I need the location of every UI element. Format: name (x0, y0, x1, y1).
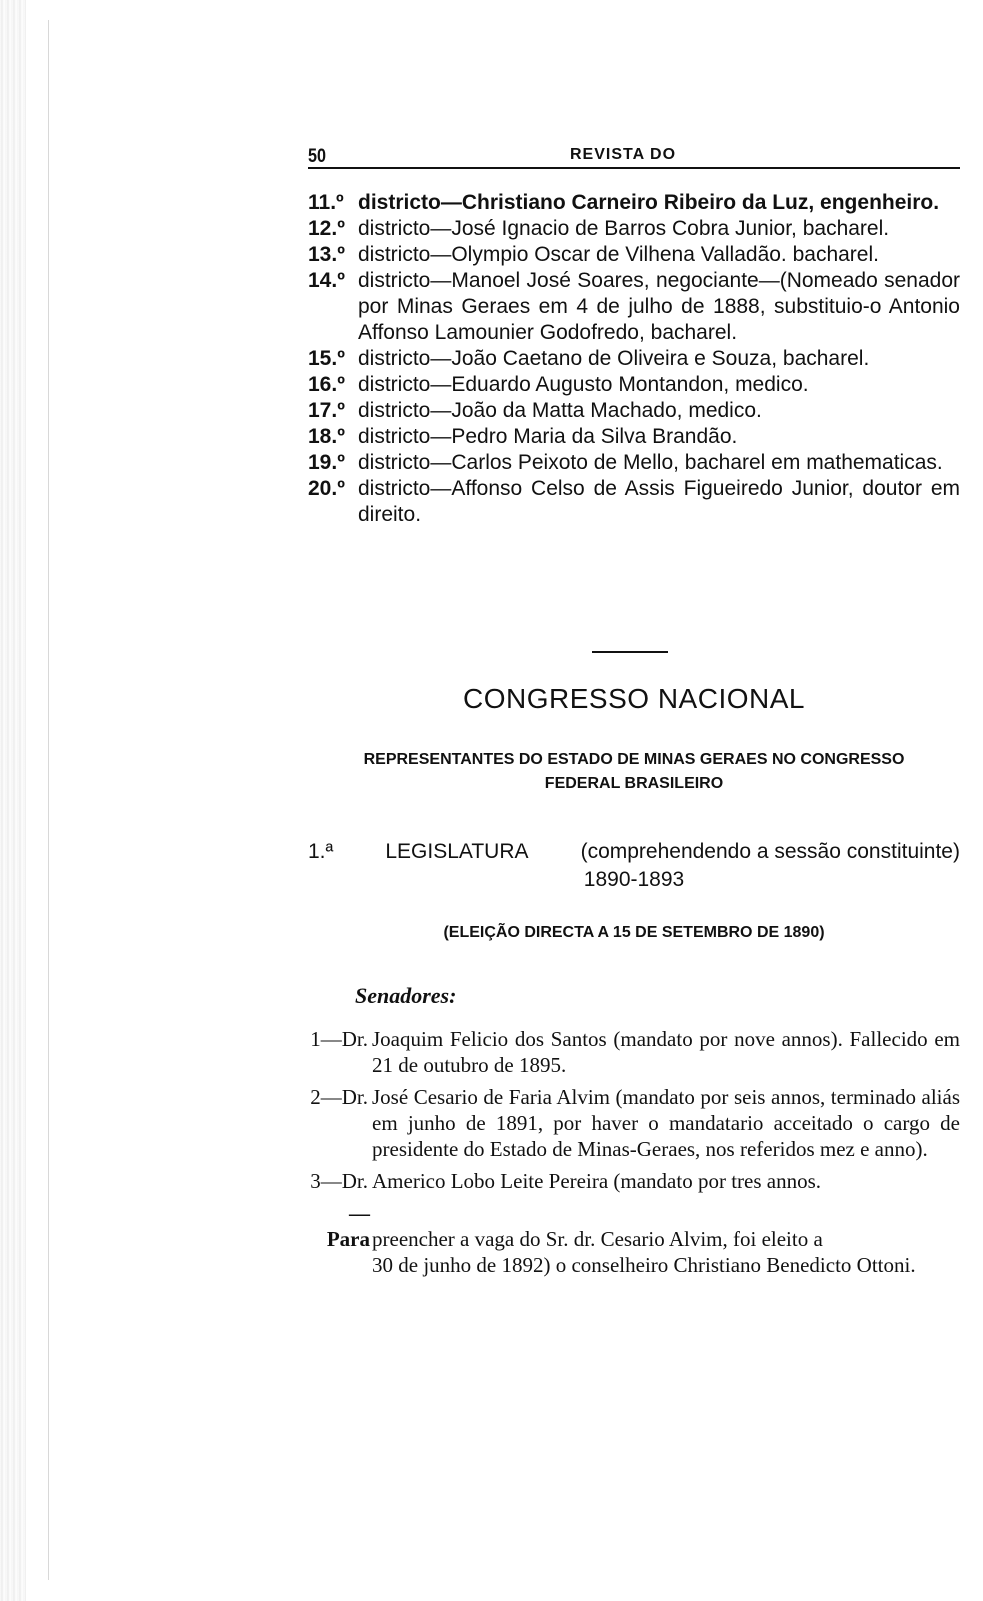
subtitle-line: REPRESENTANTES DO ESTADO DE MINAS GERAES NO CONGRESSO (363, 751, 905, 768)
district-text: districto—Christiano Carneiro Ribeiro da Luz, engenheiro. (358, 191, 940, 214)
senator-item (308, 1168, 960, 1194)
district-number: 15.º (308, 347, 345, 370)
section-title: CONGRESSO NACIONAL (463, 683, 805, 714)
final-note-first-line (308, 1200, 960, 1252)
district-item (308, 242, 960, 268)
district-text: districto—Olympio Oscar de Vilhena Valladão. bacharel. (358, 243, 879, 266)
legislature-description: (comprehendendo a sessão constituinte) (580, 840, 960, 863)
district-text: districto—Affonso Celso de Assis Figueiredo Junior, doutor em direito. (358, 477, 960, 526)
district-item (308, 346, 960, 372)
district-list (308, 190, 960, 528)
district-number: 16.º (308, 373, 345, 396)
legislature-label: LEGISLATURA (385, 840, 529, 863)
district-item (308, 450, 960, 476)
district-text: districto—João Caetano de Oliveira e Souza, bacharel. (358, 347, 870, 370)
district-text: districto—Carlos Peixoto de Mello, bacharel em mathematicas. (358, 451, 943, 474)
district-text: districto—João da Matta Machado, medico. (358, 399, 762, 422)
district-item (308, 476, 960, 528)
senators-list (308, 1026, 960, 1278)
district-text: districto—José Ignacio de Barros Cobra Junior, bacharel. (358, 217, 890, 240)
district-text: districto—Manoel José Soares, negociante—(Nomeado senador por Minas Geraes em 4 de julho de 1888, substituio-o Antonio Affonso Lamounier Godofredo, bacharel. (358, 269, 960, 344)
page-binding-edge (0, 0, 26, 1601)
district-number: 14.º (308, 269, 345, 292)
binding-shadow-line (48, 20, 49, 1580)
district-item (308, 372, 960, 398)
election-note: (ELEIÇÃO DIRECTA A 15 DE SETEMBRO DE 1890) (443, 924, 825, 941)
district-number: 17.º (308, 399, 345, 422)
district-item (308, 268, 960, 346)
senators-heading: Senadores: (355, 983, 457, 1008)
senator-number: 3—Dr. (310, 1169, 368, 1193)
district-number: 19.º (308, 451, 345, 474)
section-separator (592, 651, 668, 653)
senator-item (308, 1026, 960, 1078)
senator-text: José Cesario de Faria Alvim (mandato por seis annos, terminado aliás em junho de 1891, por haver o mandatario acceitado o cargo de presidente do Estado de Minas-Geraes, nos referidos mez e anno). (372, 1085, 960, 1161)
district-text: districto—Eduardo Augusto Montandon, medico. (358, 373, 809, 396)
district-item (308, 398, 960, 424)
district-number: 12.º (308, 217, 345, 240)
header-rule (308, 167, 960, 169)
senator-item (308, 1084, 960, 1162)
legislature-years: 1890-1893 (583, 868, 685, 891)
final-note-continuation: 30 de junho de 1892) o conselheiro Christiano Benedicto Ottoni. (372, 1253, 916, 1277)
final-note (308, 1200, 960, 1278)
senator-number: 2—Dr. (310, 1085, 368, 1109)
district-number: 20.º (308, 477, 345, 500)
legislature-line (308, 838, 960, 866)
senator-text: Americo Lobo Leite Pereira (mandato por tres annos. (372, 1169, 822, 1193)
section-subtitle (308, 748, 960, 796)
page-number: 50 (308, 146, 326, 167)
district-number: 18.º (308, 425, 345, 448)
district-number: 11.º (308, 191, 344, 214)
legislature-ordinal: 1.ª (308, 840, 334, 863)
running-head: REVISTA DO (570, 146, 677, 163)
page-header (308, 140, 960, 170)
final-note-lead: —Para (326, 1201, 370, 1251)
subtitle-line: FEDERAL BRASILEIRO (544, 775, 724, 792)
district-item (308, 190, 960, 216)
senator-text: Joaquim Felicio dos Santos (mandato por nove annos). Fallecido em 21 de outubro de 1895. (372, 1027, 960, 1077)
district-number: 13.º (308, 243, 345, 266)
district-item (308, 216, 960, 242)
senator-number: 1—Dr. (310, 1027, 368, 1051)
district-text: districto—Pedro Maria da Silva Brandão. (358, 425, 738, 448)
legislature-heading (308, 838, 960, 894)
final-note-text: preencher a vaga do Sr. dr. Cesario Alvim, foi eleito a (372, 1227, 823, 1251)
district-item (308, 424, 960, 450)
